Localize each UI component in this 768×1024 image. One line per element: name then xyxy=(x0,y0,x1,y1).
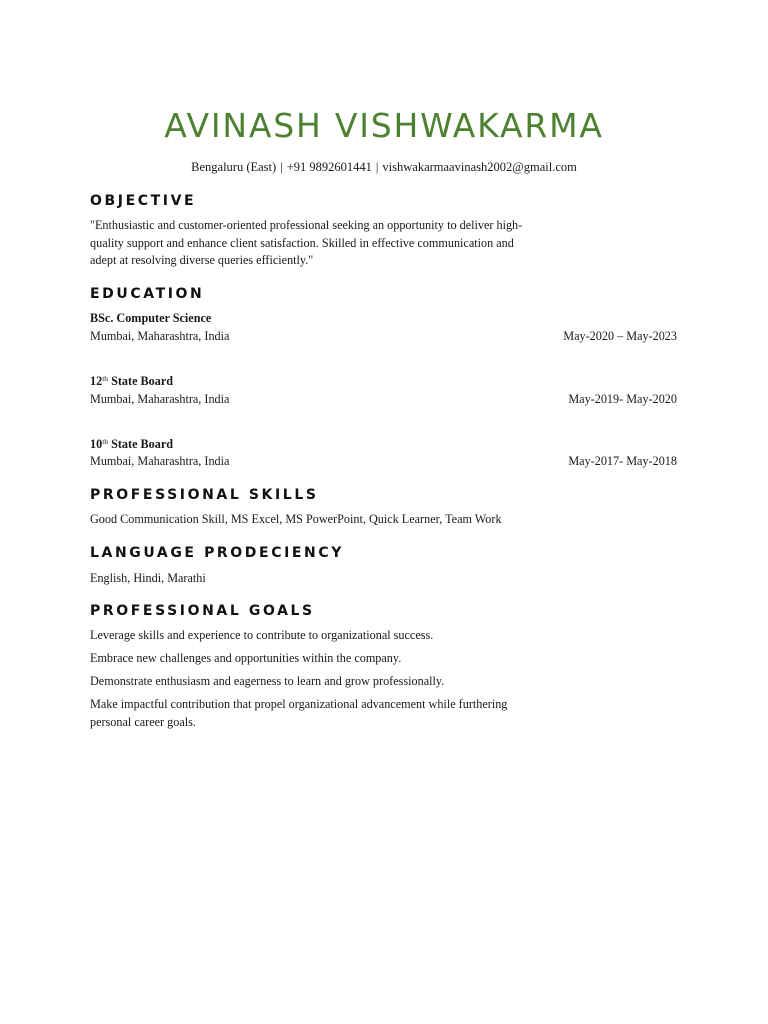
skills-text: Good Communication Skill, MS Excel, MS PowerPoint, Quick Learner, Team Work xyxy=(90,512,502,526)
education-title-text: State Board xyxy=(108,437,174,451)
education-entry-dates: May-2017- May-2018 xyxy=(568,454,677,468)
education-heading: EDUCATION xyxy=(90,286,205,302)
education-entry-title xyxy=(90,311,211,326)
language-heading: LANGUAGE PRODECIENCY xyxy=(90,545,344,561)
education-entry-dates: May-2020 – May-2023 xyxy=(563,329,677,343)
education-entry-location: Mumbai, Maharashtra, India xyxy=(90,454,230,468)
objective-text: "Enthusiastic and customer-oriented professional seeking an opportunity to deliver high-quality support and enhance client satisfaction. Skilled in effective communication and adept at resolving diverse queries efficiently." xyxy=(90,218,523,267)
goal-item: Leverage skills and experience to contribute to organizational success. xyxy=(90,628,434,642)
education-title-number: 10 xyxy=(90,437,103,451)
education-entry-location: Mumbai, Maharashtra, India xyxy=(90,329,230,343)
goal-item: Embrace new challenges and opportunities within the company. xyxy=(90,651,402,665)
education-title-text: State Board xyxy=(108,374,174,388)
candidate-name: AVINASH VISHWAKARMA xyxy=(164,106,604,145)
education-title-suffix: th xyxy=(102,374,109,383)
education-title-suffix: th xyxy=(102,437,109,446)
contact-separator: | xyxy=(280,160,283,174)
education-entry-title xyxy=(90,374,173,389)
language-text: English, Hindi, Marathi xyxy=(90,571,206,585)
education-entry-title xyxy=(90,437,173,452)
goals-heading: PROFESSIONAL GOALS xyxy=(90,603,315,619)
education-entry-dates: May-2019- May-2020 xyxy=(568,392,677,406)
contact-email: vishwakarmaavinash2002@gmail.com xyxy=(382,160,577,174)
contact-location: Bengaluru (East) xyxy=(191,160,277,174)
contact-phone: +91 9892601441 xyxy=(286,160,372,174)
goal-item: Make impactful contribution that propel organizational advancement while furthering personal career goals. xyxy=(90,697,508,729)
education-title-number: 12 xyxy=(90,374,103,388)
objective-heading: OBJECTIVE xyxy=(90,193,197,209)
contact-line xyxy=(0,160,768,175)
goal-item: Demonstrate enthusiasm and eagerness to learn and grow professionally. xyxy=(90,674,445,688)
education-entry-location: Mumbai, Maharashtra, India xyxy=(90,392,230,406)
skills-heading: PROFESSIONAL SKILLS xyxy=(90,487,319,503)
contact-separator: | xyxy=(375,160,379,174)
education-title-text: BSc. Computer Science xyxy=(90,311,212,325)
